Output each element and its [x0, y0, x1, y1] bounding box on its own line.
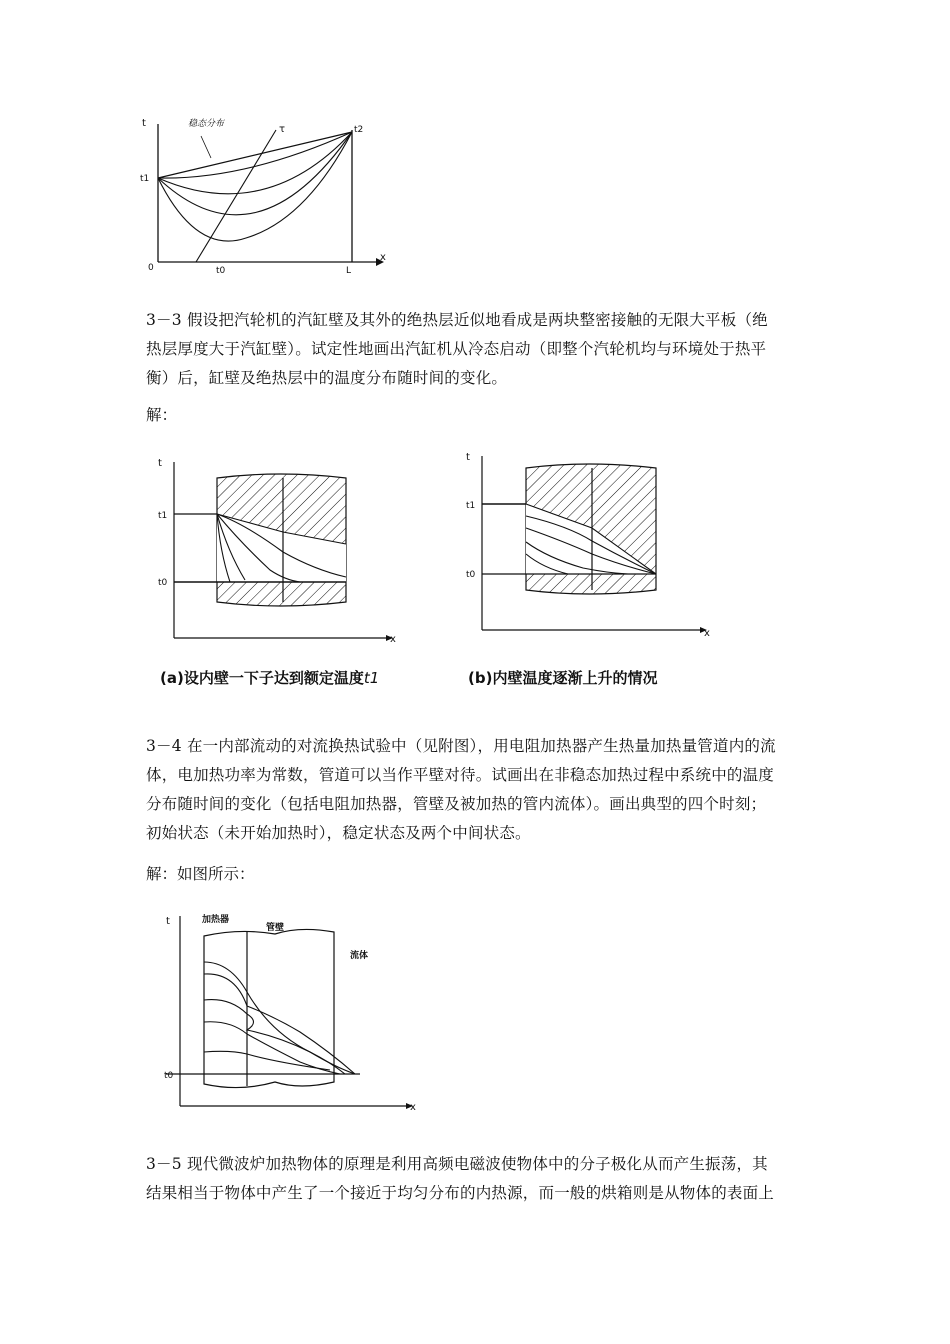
figure-2b-caption: (b)内壁温度逐渐上升的情况 [468, 669, 658, 687]
fig2a-t0: t0 [158, 578, 168, 588]
figure-2a-caption-text: (a)设内壁一下子达到额定温度 [160, 669, 364, 687]
figure-2a-caption [160, 667, 379, 688]
problem-3-4-line-4: 初始状态（未开始加热时），稳定状态及两个中间状态。 [146, 824, 531, 842]
fig1-L: L [346, 266, 352, 276]
fig1-t2: t2 [354, 125, 364, 135]
problem-3-5-line-1: 3－5 现代微波炉加热物体的原理是利用高频电磁波使物体中的分子极化从而产生振荡，其 [146, 1155, 768, 1173]
fig1-steady-label: 稳态分布 [188, 119, 225, 129]
figure-steady-distribution [136, 110, 396, 280]
fig1-tau: τ [279, 124, 286, 135]
problem-3-3-line-1: 3－3 假设把汽轮机的汽缸壁及其外的绝热层近似地看成是两块整密接触的无限大平板（绝 [146, 311, 768, 329]
figure-3 [160, 902, 430, 1114]
fig3-axis-x: x [410, 1102, 416, 1113]
problem-3-4 [146, 732, 810, 848]
figure-2a-caption-symbol: t1 [363, 669, 380, 687]
figure-2b-svg [458, 446, 718, 646]
problem-3-5 [146, 1150, 810, 1208]
fig2b-axis-x: x [704, 628, 710, 639]
fig1-origin: 0 [148, 263, 154, 273]
problem-3-4-line-3: 分布随时间的变化（包括电阻加热器，管壁及被加热的管内流体）。画出典型的四个时刻； [146, 795, 767, 813]
problem-3-3-line-3: 衡）后，缸壁及绝热层中的温度分布随时间的变化。 [146, 369, 508, 387]
problem-3-4-line-2: 体，电加热功率为常数，管道可以当作平壁对待。试画出在非稳态加热过程中系统中的温度 [146, 766, 775, 784]
fig3-wall-label: 管壁 [266, 923, 285, 933]
fig1-axis-x: x [380, 252, 386, 263]
figure-2a [150, 452, 400, 652]
fig2b-t1: t1 [466, 501, 476, 511]
fig3-fluid-label: 流体 [350, 951, 369, 961]
fig3-t0: t0 [164, 1071, 174, 1081]
fig3-axis-t: t [166, 916, 170, 927]
problem-3-3-line-2: 热层厚度大于汽缸壁）。试定性地画出汽缸机从冷态启动（即整个汽轮机均与环境处于热平 [146, 340, 767, 358]
problem-3-4-solution: 解：如图所示： [146, 865, 255, 883]
fig2a-axis-x: x [390, 634, 396, 645]
fig2b-t0: t0 [466, 570, 476, 580]
problem-3-3-solution: 解： [146, 406, 178, 424]
figure-2a-svg [150, 452, 400, 652]
fig2b-axis-t: t [466, 452, 470, 463]
fig1-t0: t0 [216, 266, 226, 276]
problem-3-3 [146, 306, 810, 393]
fig3-heater-label: 加热器 [202, 915, 230, 925]
problem-3-4-line-1: 3－4 在一内部流动的对流换热试验中（见附图），用电阻加热器产生热量加热量管道内的流 [146, 737, 776, 755]
figure-1-svg [136, 110, 396, 280]
figure-3-svg [160, 902, 430, 1114]
fig2a-t1: t1 [158, 511, 168, 521]
fig2a-axis-t: t [158, 458, 162, 469]
fig1-axis-t: t [142, 118, 146, 129]
fig1-t1: t1 [140, 174, 150, 184]
problem-3-5-line-2: 结果相当于物体中产生了一个接近于均匀分布的内热源，而一般的烘箱则是从物体的表面上 [146, 1184, 775, 1202]
figure-2b [458, 446, 718, 646]
